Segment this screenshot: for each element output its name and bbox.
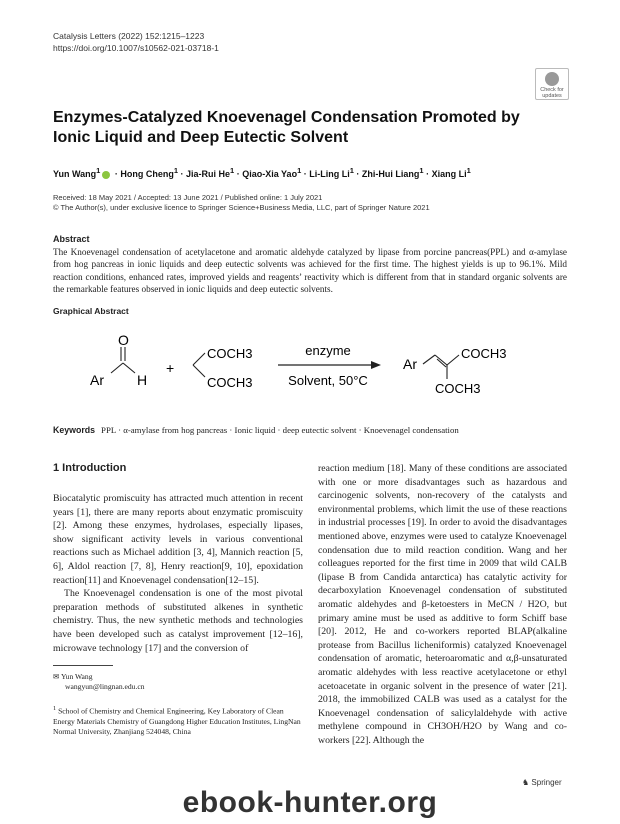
- corresponding-name: Yun Wang: [61, 672, 93, 681]
- condition-label: Solvent, 50°C: [288, 373, 368, 388]
- section-heading: 1 Introduction: [53, 462, 127, 474]
- watermark: ebook-hunter.org: [182, 786, 438, 819]
- copyright-notice: © The Author(s), under exclusive licence to Springer Science+Business Media, LLC, part of Springer Nature 2021: [53, 203, 430, 212]
- acetyl-group-top: COCH3: [207, 346, 253, 361]
- product-acetyl-top: COCH3: [461, 346, 507, 361]
- author-list: Yun Wang$^1$ · Hong Cheng$^1$ · Jia-Rui $He^1$ · Qiao-Xia Yao$^1$ · Li-Ling $Li^1 \cdot Zhi-Hui$ Liang$^1$ · Xiang Li$^1$: [53, 166, 471, 179]
- reaction-scheme: [53, 325, 567, 415]
- author-name[interactable]: Yun Wang: [53, 169, 97, 179]
- graphical-abstract-heading: Graphical Abstract: [53, 306, 129, 316]
- left-column: [53, 492, 303, 655]
- author-name[interactable]: Qiao-Xia Yao: [242, 169, 298, 179]
- paragraph: The Knoevenagel condensation is one of the most pivotal preparation methods of substituted alkenes in synthetic chemistry. Thus, the new synthetic methods and technologies have been developed such as catalyst improvement [12–16], microwave technology [17] and the conversion of: [53, 588, 303, 654]
- oxygen-label: O: [118, 332, 129, 348]
- product-aryl-label: Ar: [403, 356, 417, 372]
- reagent-label: enzyme: [305, 343, 351, 358]
- affiliation-text: School of Chemistry and Chemical Engineering, Key Laboratory of Clean Energy Materials Chemistry of Guangdong Higher Education Institutes, LingNan Normal University, Zhanjiang 524048, China: [53, 706, 301, 736]
- paragraph: Biocatalytic promiscuity has attracted much attention in recent years [1], there are many reports about enzymatic promiscuity [2]. Among these enzymes, hydrolases, especially lipases, show significant activity levels in various conventional reactions such as Michael addition [3, 4], Mannich reaction [5, 6], Aldol reaction [7, 8], Henry reaction[9, 10], epoxidation reaction[11] and Knoevenagel condensation[12–15].: [53, 493, 303, 586]
- publication-dates: [53, 193, 430, 213]
- keywords-list: PPL · α-amylase from hog pancreas · Ionic liquid · deep eutectic solvent · Knoevenagel condensation: [101, 425, 459, 435]
- affiliation: [53, 704, 303, 737]
- author-name[interactable]: Xiang Li: [431, 169, 467, 179]
- article-title: Enzymes-Catalyzed Knoevenagel Condensation Promoted by Ionic Liquid and Deep Eutectic Solvent: [53, 109, 520, 146]
- plus-sign: +: [166, 360, 175, 376]
- author-name[interactable]: Jia-Rui He: [186, 169, 231, 179]
- bond: [193, 365, 205, 377]
- check-for-updates-badge[interactable]: Check for updates: [535, 68, 569, 100]
- aryl-label: Ar: [90, 372, 104, 388]
- footnote-rule: [53, 665, 113, 666]
- keywords: [53, 425, 567, 435]
- hydrogen-label: H: [137, 372, 148, 388]
- history-dates: Received: 18 May 2021 / Accepted: 13 June 2021 / Published online: 1 July 2021: [53, 193, 323, 202]
- paragraph: reaction medium [18]. Many of these conditions are associated with one or more disadvantages such as hazardous and carcinogenic solvents, non-recovery of the catalysts and environmental problems, which limit the use of these reactions in industrial processes [19]. In order to avoid the disadvantages mentioned above, enzymes were used to catalyze Knoevenagel condensation due to mild reaction condition. Wang and her colleagues reported for the first time in 2009 that wild CALB (lipase B from Candida antarctica) has catalytic activity for decarboxylation Knoevenagel condensation of substituted aromatic aldehydes and β-ketoesters in MeCN / H2O, but primary amine must be used as additive to form Schiff base [20]. 2012, He and co-workers reported BLAP(alkaline protease from Bacillus licheniformis) catalyzed Knoevenagel condensation of aromatic, heteroaromatic and α,β-unsaturated aromatic aldehydes with less reactive acetylacetone or ethyl acetoacetate in organic solvent in the presence of water [21]. 2018, the immobilized CALB was used as a catalyst for the Knoevenagel condensation of salicylaldehyde with active methylene compound in CH3OH/H2O by Wang and co-workers [22]. Although the: [318, 463, 567, 746]
- acetyl-group-bottom: COCH3: [207, 375, 253, 390]
- affiliation-mark: 1: [53, 705, 57, 712]
- product-acetyl-bottom: COCH3: [435, 381, 481, 396]
- email-link[interactable]: wangyun@lingnan.edu.cn: [65, 682, 145, 691]
- check-icon: [545, 72, 559, 86]
- arrow-head: [371, 361, 381, 369]
- bond: [193, 353, 205, 365]
- bond: [435, 355, 447, 365]
- envelope-icon: ✉: [53, 672, 60, 681]
- right-column: [318, 462, 567, 747]
- springer-horse-icon: ♞: [522, 778, 530, 787]
- publisher-logo: ♞ Springer: [522, 778, 562, 787]
- bond: [111, 363, 123, 373]
- bond: [447, 355, 459, 365]
- corresponding-author: [53, 672, 145, 692]
- journal-header: [53, 30, 219, 54]
- abstract-heading: Abstract: [53, 234, 90, 244]
- orcid-icon[interactable]: [102, 171, 110, 179]
- keywords-label: Keywords: [53, 425, 96, 435]
- author-name[interactable]: Li-Ling Li: [309, 169, 350, 179]
- bond: [423, 355, 435, 364]
- author-name[interactable]: Hong Cheng: [120, 169, 174, 179]
- author-name[interactable]: Zhi-Hui Liang: [361, 169, 420, 179]
- bond: [123, 363, 135, 373]
- journal-citation: Catalysis Letters (2022) 152:1215–1223: [53, 31, 205, 41]
- abstract-text: The Knoevenagel condensation of acetylacetone and aromatic aldehyde catalyzed by lipase from porcine pancreas(PPL) and α-amylase from hog pancreas in ionic liquids and deep eutectic solvents was achieved for the first time. The highest yields is up to 96.1%. Mild reaction conditions, enhanced rates, improved yields and reagents’ reactivity which is different from that in standard organic solvents are the remarkable features observed in ionic liquids and deep eutectic solvents.: [53, 247, 567, 295]
- doi-link[interactable]: https://doi.org/10.1007/s10562-021-03718-1: [53, 43, 219, 53]
